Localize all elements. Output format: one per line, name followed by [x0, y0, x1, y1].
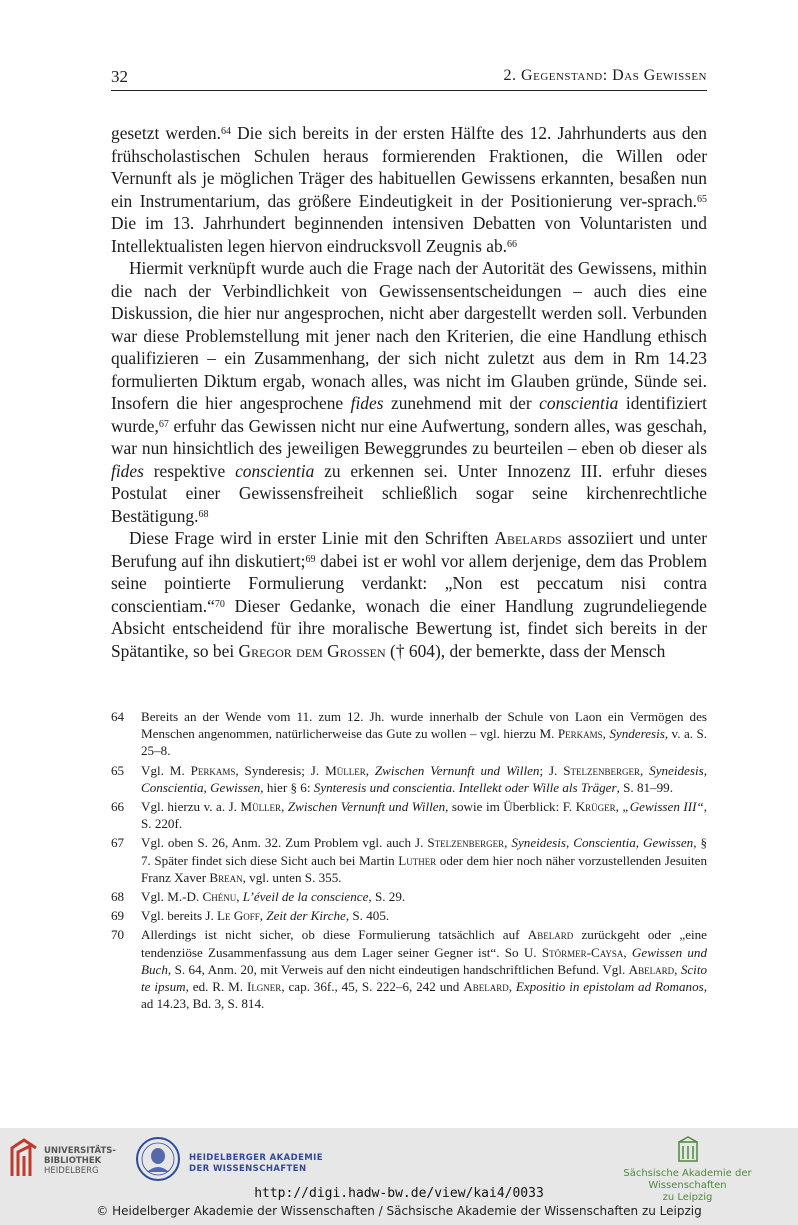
text-run: zu erkennen sei. Unter Innozenz III. erfuhr dieses Postulat einer Gewissensfreiheit schließlich sogar seine kirchenrechtliche Bestätigung.: [111, 460, 707, 526]
footnote-ref[interactable]: 67: [158, 418, 169, 430]
footnote-number: 66: [111, 799, 125, 815]
author-name: Müller: [325, 762, 366, 778]
running-head: [111, 64, 707, 91]
text-run: oder dem hier noch näher vorzustellenden Jesuiten Franz Xaver: [141, 852, 707, 885]
text-run: , S. 220f.: [141, 799, 707, 832]
text-run: ,: [259, 908, 267, 924]
footnote: [111, 907, 707, 924]
footnotes: [111, 708, 707, 1014]
text-run: ,: [640, 762, 650, 778]
italic-text: conscientia: [235, 460, 315, 481]
text-run: gesetzt werden.: [111, 123, 221, 143]
footnote-ref[interactable]: 64: [220, 126, 231, 137]
text-run: , sowie im Überblick: F.: [445, 799, 576, 815]
ub-heidelberg-logo[interactable]: [10, 1138, 130, 1184]
ub-logo-line3: HEIDELBERG: [44, 1166, 99, 1176]
text-run: ,: [504, 835, 512, 851]
footnote: [111, 926, 707, 1012]
text-run: ,: [365, 762, 375, 778]
author-name: Luther: [398, 852, 437, 868]
text-run: , § 7. Später findet sich diese Sicht auch bei Martin: [141, 835, 708, 868]
author-name: Abelard: [527, 927, 574, 943]
text-run: Die im 13. Jahrhundert beginnenden intensiven Debatten von Voluntaristen und Intellektualisten legen hiervon eindrucksvoll Zeugnis ab.: [111, 213, 707, 256]
text-run: zunehmend mit der: [383, 393, 540, 413]
paragraph: [111, 122, 707, 257]
text-run: Allerdings ist nicht sicher, ob diese Formulierung tatsächlich auf: [141, 927, 528, 943]
footnote-text: [141, 926, 707, 1012]
text-run: Die sich bereits in der ersten Hälfte des 12. Jahrhunderts aus den frühscholastischen Schulen heraus formierenden Fraktionen, die Willen oder Vernunft als je möglichen Träger des habituellen Gewissens erkannten, besaßen nun ein Instrumentarium, das größere Eindeutigkeit in der Positionierung ver-sprach.: [111, 123, 707, 211]
author-name: Gregor dem Grossen: [238, 640, 386, 661]
saw-building-icon: [678, 1136, 698, 1162]
italic-text: Synteresis und conscientia. Intellekt oder Wille als Träger: [313, 779, 617, 795]
author-name: Krüger: [575, 799, 616, 815]
italic-text: „Gewissen III“: [622, 799, 704, 815]
text-run: Hiermit verknüpft wurde auch die Frage nach der Autorität des Gewissens, mithin die nach der Verbindlichkeit von Gewissensentscheidungen – auch dies eine Diskussion, die hier nur angesprochen, nicht aber dargestellt werden soll. Verbunden war diese Problemstellung mit jener nach den Kriterien, die eine Handlung ethisch qualifizieren – ein Zusammenhang, der sich nicht zuletzt aus dem in Rm 14.23 formulierten Diktum ergab, wonach alles, was nicht im Glauben gründe, Sünde sei. Insofern die hier angesprochene: [111, 258, 707, 413]
text-run: , vgl. unten S. 355.: [242, 869, 342, 885]
italic-text: fides: [111, 460, 144, 481]
author-name: Brean: [209, 869, 243, 885]
italic-text: Zwischen Vernunft und Willen: [287, 799, 446, 815]
footnote-text: [141, 834, 707, 886]
text-run: zurückgeht oder „eine tendenziöse Zusammenfassung aus dem Lager seiner Gegner ist“. So U.: [141, 927, 707, 960]
author-name: Chénu: [202, 889, 237, 905]
footnote-text: [141, 907, 707, 924]
author-name: Stelzenberger: [427, 835, 505, 851]
text-run: dabei ist er wohl vor allem derjenige, dem das Problem seine pointierte Formulierung verdankt: „Non est peccatum nisi contra conscientiam.“: [111, 550, 707, 616]
page-number: 32: [111, 67, 128, 86]
text-run: ,: [236, 889, 243, 905]
footnote-text: [141, 708, 707, 760]
text-run: , Synderesis; J.: [235, 762, 326, 778]
footnote-ref[interactable]: 66: [507, 238, 518, 250]
text-run: ,: [508, 979, 516, 995]
text-run: Vgl. hierzu v. a. J.: [141, 799, 241, 815]
text-run: , hier § 6:: [260, 779, 314, 795]
copyright-notice: © Heidelberger Akademie der Wissenschaften / Sächsische Akademie der Wissenschaften zu Leipzig: [96, 1204, 702, 1218]
italic-text: Synderesis: [609, 726, 665, 742]
footnote-text: [141, 888, 707, 905]
hadw-logo-line1: HEIDELBERGER AKADEMIE: [189, 1153, 323, 1163]
text-run: ,: [674, 961, 681, 977]
ub-logo-line1: UNIVERSITÄTS-: [44, 1146, 116, 1156]
italic-text: fides: [350, 393, 384, 413]
footnote-ref[interactable]: 69: [305, 553, 316, 565]
text-run: , cap. 36f., 45, S. 222–6, 242 und: [281, 979, 464, 995]
italic-text: conscientia: [539, 393, 619, 413]
footnote-ref[interactable]: 70: [214, 598, 225, 610]
text-run: Diese Frage wird in erster Linie mit den Schriften: [129, 528, 495, 548]
footnote-ref[interactable]: 65: [697, 193, 707, 205]
italic-text: Scito te ipsum,: [141, 961, 708, 995]
author-name: Abelard: [628, 961, 675, 977]
italic-text: Syneidesis, Conscientia, Gewissen: [511, 835, 694, 851]
text-run: ,: [615, 799, 623, 815]
ub-building-icon: [10, 1138, 38, 1178]
footnote: [111, 834, 707, 886]
hadw-logo-line2: DER WISSENSCHAFTEN: [189, 1164, 307, 1174]
text-run: ad 14.23, Bd. 3, S. 814.: [141, 996, 265, 1012]
text-run: respektive: [143, 460, 236, 481]
text-run: , S. 64, Anm. 20, mit Verweis auf den nicht eindeutigen handschriftlichen Befund. Vgl.: [167, 961, 629, 977]
author-name: Perkams: [557, 726, 603, 742]
footnote: [111, 762, 707, 796]
text-run: ,: [602, 726, 610, 742]
footnote: [111, 708, 707, 760]
hadw-logo[interactable]: [135, 1136, 335, 1188]
hadw-logo-text: [189, 1153, 323, 1175]
text-run: ; J.: [539, 762, 564, 778]
italic-text: Syneidesis, Conscientia, Gewissen: [141, 762, 707, 795]
hadw-seal-icon: [135, 1136, 181, 1182]
footnote-text: [141, 762, 707, 796]
saw-logo-line1: Sächsische Akademie der Wissenschaften: [623, 1168, 752, 1191]
footnote-number: 68: [111, 889, 125, 905]
italic-text: Zwischen Vernunft und Willen: [374, 762, 540, 778]
footnote-ref[interactable]: 68: [198, 508, 209, 520]
text-run: , S. 405.: [345, 908, 390, 924]
text-run: erfuhr das Gewissen nicht nur eine Aufwertung, sondern alles, was geschah, war nun hinsichtlich des jeweiligen Beweggrundes zu beurteilen – eben ob dieser als: [111, 415, 707, 458]
footnote-text: [141, 798, 707, 832]
author-name: Perkams: [190, 762, 236, 778]
italic-text: Zeit der Kirche: [266, 908, 346, 924]
text-run: († 604), der bemerkte, dass der Mensch: [385, 640, 666, 661]
footnote-number: 70: [111, 927, 125, 943]
text-run: ed. R. M.: [188, 979, 247, 995]
ub-logo-text: [44, 1146, 116, 1176]
footer-bar: [0, 1128, 798, 1225]
text-run: Bereits an der Wende vom 11. zum 12. Jh. wurde innerhalb der Schule von Laon ein Vermögen des Menschen angenommen, natürlicherweise das Gute zu wollen – vgl. hierzu M.: [141, 709, 707, 742]
footnote-number: 69: [111, 908, 125, 924]
text-run: ,: [623, 944, 632, 960]
author-name: Stelzenberger: [563, 762, 640, 778]
text-run: , S. 29.: [368, 889, 406, 905]
footnote-number: 64: [111, 709, 125, 724]
author-name: Ilgner: [246, 979, 282, 995]
ub-logo-line2: BIBLIOTHEK: [44, 1156, 102, 1166]
text-run: , v. a. S. 25–8.: [141, 726, 707, 759]
text-run: Vgl. M.: [141, 762, 191, 778]
author-name: Störmer-Caysa: [541, 944, 624, 960]
text-run: Vgl. oben S. 26, Anm. 32. Zum Problem vgl. auch J.: [141, 835, 428, 851]
footnote-number: 65: [111, 762, 125, 778]
body-text: [111, 122, 707, 662]
author-name: Le Goff: [217, 908, 260, 924]
author-name: Abelards: [494, 528, 562, 548]
paragraph: [111, 257, 707, 527]
footnote-number: 67: [111, 835, 125, 851]
author-name: Abelard: [463, 979, 509, 995]
footnote: [111, 888, 707, 905]
italic-text: Expositio in epistolam ad Romanos,: [515, 979, 708, 995]
permalink-url[interactable]: http://digi.hadw-bw.de/view/kai4/0033: [254, 1186, 544, 1201]
paragraph: [111, 527, 707, 662]
text-run: ,: [281, 799, 288, 815]
text-run: , S. 81–99.: [616, 779, 673, 795]
text-run: identifiziert wurde,: [111, 393, 708, 436]
italic-text: L’éveil de la conscience: [242, 889, 369, 905]
text-run: Vgl. M.-D.: [141, 889, 203, 905]
author-name: Müller: [240, 799, 282, 815]
italic-text: Gewissen und Buch: [141, 944, 708, 977]
text-run: assoziiert und unter Berufung auf ihn diskutiert;: [111, 528, 707, 571]
footnote: [111, 798, 707, 832]
text-run: Dieser Gedanke, wonach die einer Handlung zugrundeliegende Absicht entscheidend für ihre moralische Bewertung ist, findet sich bereits in der Spätantike, so bei: [111, 595, 707, 661]
saw-logo-line2: zu Leipzig: [662, 1192, 713, 1203]
chapter-title: 2. Gegenstand: Das Gewissen: [503, 67, 707, 84]
text-run: Vgl. bereits J.: [141, 908, 218, 924]
